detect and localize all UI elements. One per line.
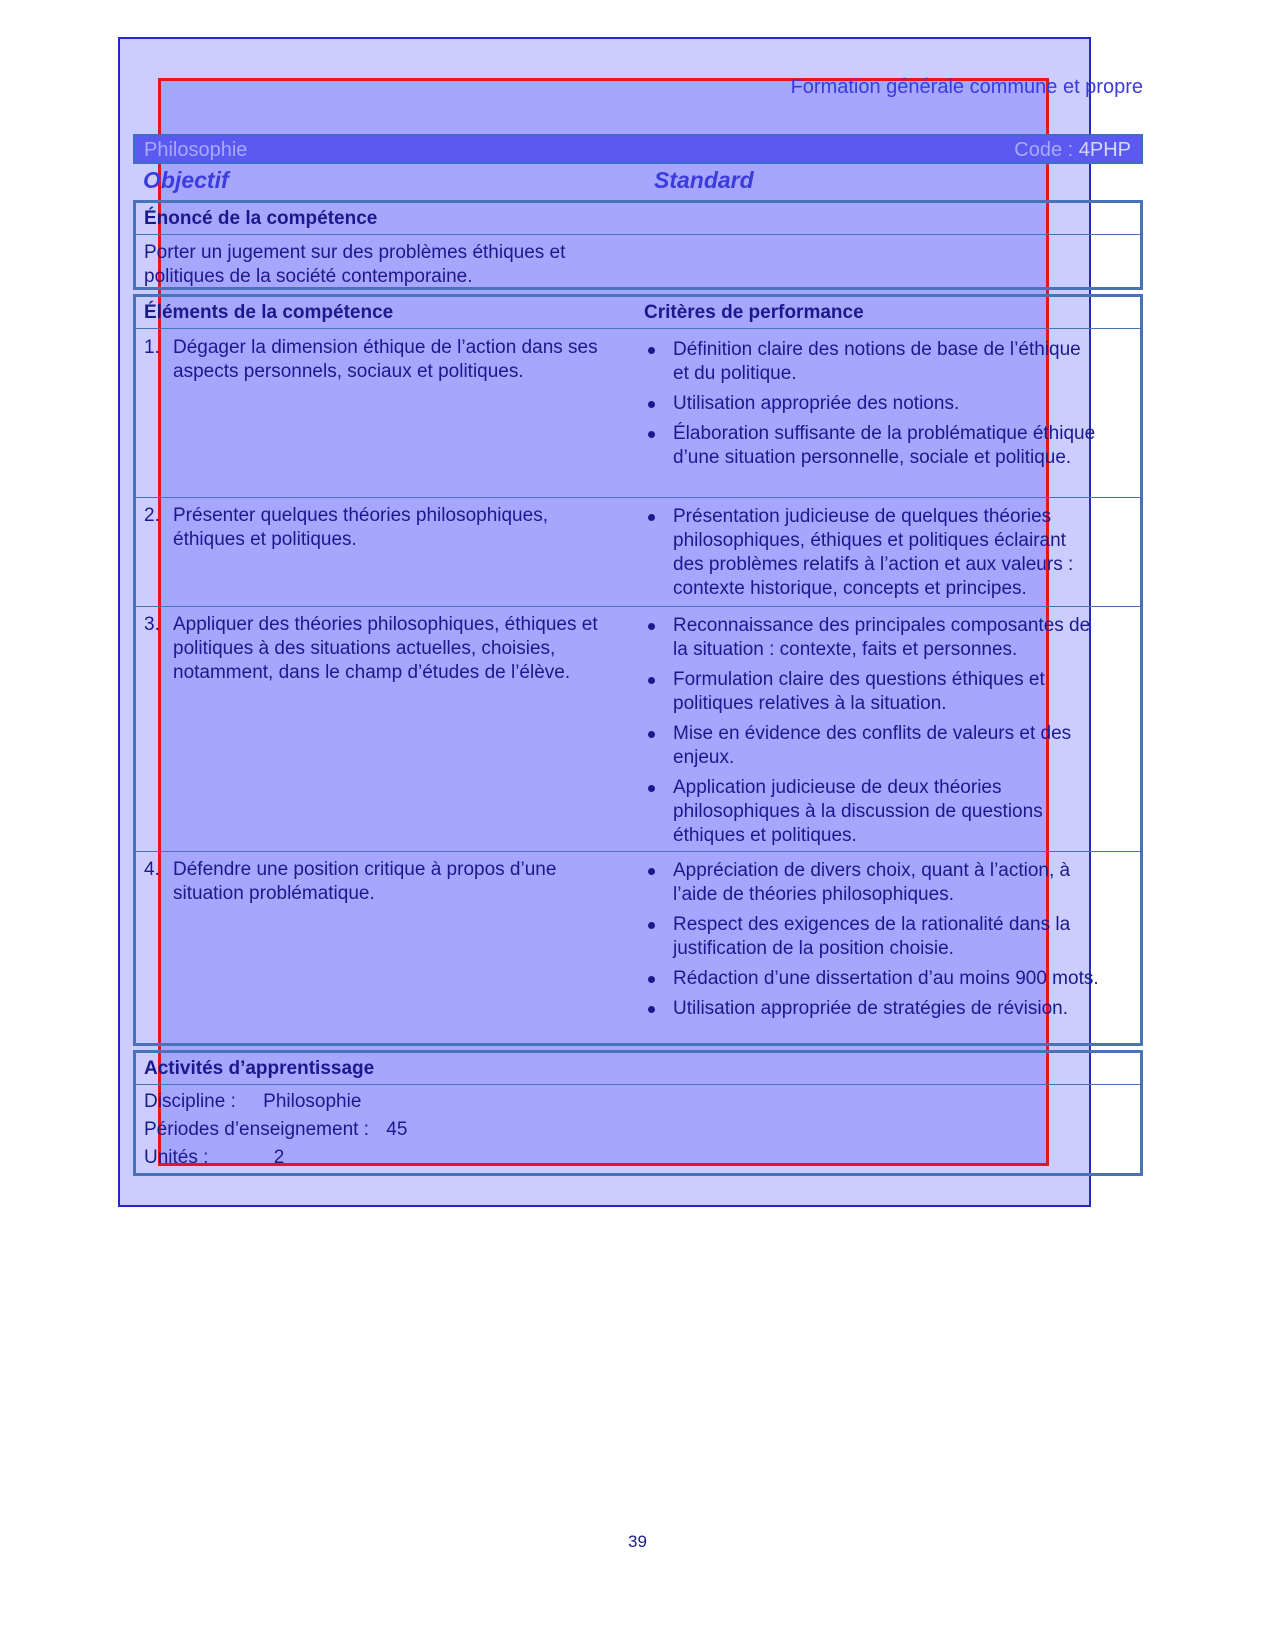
competence-row [136, 498, 1140, 607]
criterion-item [644, 668, 1099, 716]
criteria-cell [644, 338, 1099, 476]
bullet-icon [648, 922, 655, 929]
criterion-item [644, 967, 1099, 991]
competence-row [136, 329, 1140, 498]
periodes-label: Périodes d’enseignement : [144, 1119, 369, 1140]
bullet-icon [648, 785, 655, 792]
bullet-icon [648, 431, 655, 438]
activites-title: Activités d’apprentissage [144, 1058, 375, 1079]
bullet-icon [648, 1006, 655, 1013]
element-number: 1. [144, 337, 160, 358]
criterion-item [644, 997, 1099, 1021]
criterion-item [644, 392, 1099, 416]
element-text: Appliquer des théories philosophiques, éthiques et politiques à des situations actuelles, choisies, notamment, dans le champ d’études de l’élève. [173, 614, 598, 683]
criterion-item [644, 859, 1099, 907]
criterion-text: Élaboration suffisante de la problématique éthique d’une situation personnelle, sociale et politique. [673, 423, 1096, 468]
discipline-label: Discipline : [144, 1091, 236, 1112]
course-code [1014, 139, 1131, 162]
criterion-item [644, 422, 1099, 470]
competence-row [136, 852, 1140, 1048]
element-number: 3. [144, 614, 160, 635]
criterion-item [644, 776, 1099, 848]
criterion-item [644, 505, 1099, 601]
criterion-text: Utilisation appropriée de stratégies de révision. [673, 998, 1068, 1019]
unites-value: 2 [273, 1147, 285, 1168]
standard-heading: Standard [654, 167, 754, 193]
page-number: 39 [628, 1532, 647, 1551]
bullet-icon [648, 731, 655, 738]
criterion-item [644, 913, 1099, 961]
bullet-icon [648, 976, 655, 983]
bullet-icon [648, 347, 655, 354]
bullet-icon [648, 401, 655, 408]
activites-table [133, 1050, 1143, 1176]
unites-label: Unités : [144, 1147, 209, 1168]
periodes-value: 45 [386, 1119, 408, 1140]
element-cell [144, 504, 614, 552]
criterion-item [644, 338, 1099, 386]
criterion-item [644, 722, 1099, 770]
criteria-cell [644, 614, 1099, 854]
competence-row [136, 607, 1140, 852]
criterion-item [644, 614, 1099, 662]
bullet-icon [648, 514, 655, 521]
activites-header [136, 1053, 1140, 1085]
element-number: 4. [144, 859, 160, 880]
competence-table [133, 294, 1143, 1046]
periodes-line [144, 1119, 407, 1141]
element-text: Dégager la dimension éthique de l’action dans ses aspects personnels, sociaux et politiques. [173, 337, 598, 382]
unites-line [144, 1147, 284, 1169]
bullet-icon [648, 868, 655, 875]
criterion-text: Présentation judicieuse de quelques théories philosophiques, éthiques et politiques éclairant des problèmes relatifs à l’action et aux valeurs : contexte historique, concepts et principes. [673, 506, 1074, 599]
criterion-text: Utilisation appropriée des notions. [673, 393, 960, 414]
criterion-text: Reconnaissance des principales composantes de la situation : contexte, faits et personnes. [673, 615, 1091, 660]
enonce-text: Porter un jugement sur des problèmes éthiques et politiques de la société contemporaine. [144, 242, 566, 287]
criterion-text: Rédaction d’une dissertation d’au moins 900 mots. [673, 968, 1099, 989]
subject-label: Philosophie [144, 139, 248, 161]
criterion-text: Mise en évidence des conflits de valeurs et des enjeux. [673, 723, 1072, 768]
competence-header [136, 297, 1140, 329]
col-criteres: Critères de performance [644, 302, 864, 323]
element-cell [144, 858, 614, 906]
enonce-table [133, 200, 1143, 290]
course-header-bar [133, 134, 1143, 164]
bullet-icon [648, 677, 655, 684]
program-title: Formation générale commune et propre [790, 76, 1143, 98]
code-label: Code : [1014, 139, 1074, 161]
criterion-text: Appréciation de divers choix, quant à l’action, à l’aide de théories philosophiques. [673, 860, 1071, 905]
enonce-header [136, 203, 1140, 235]
element-cell [144, 613, 614, 685]
element-text: Défendre une position critique à propos d’une situation problématique. [173, 859, 557, 904]
element-cell [144, 336, 614, 384]
criteria-cell [644, 859, 1099, 1027]
criterion-text: Respect des exigences de la rationalité dans la justification de la position choisie. [673, 914, 1071, 959]
objectif-heading: Objectif [143, 167, 229, 193]
discipline-value: Philosophie [263, 1091, 362, 1112]
bullet-icon [648, 623, 655, 630]
col-elements: Éléments de la compétence [144, 302, 394, 323]
criterion-text: Définition claire des notions de base de l’éthique et du politique. [673, 339, 1081, 384]
criterion-text: Application judicieuse de deux théories philosophiques à la discussion de questions éthiques et politiques. [673, 777, 1043, 846]
element-text: Présenter quelques théories philosophiques, éthiques et politiques. [173, 505, 548, 550]
criterion-text: Formulation claire des questions éthiques et politiques relatives à la situation. [673, 669, 1045, 714]
discipline-line [144, 1091, 361, 1113]
criteria-cell [644, 505, 1099, 607]
element-number: 2. [144, 505, 160, 526]
code-value: 4PHP [1078, 139, 1131, 161]
enonce-title: Énoncé de la compétence [144, 208, 378, 229]
